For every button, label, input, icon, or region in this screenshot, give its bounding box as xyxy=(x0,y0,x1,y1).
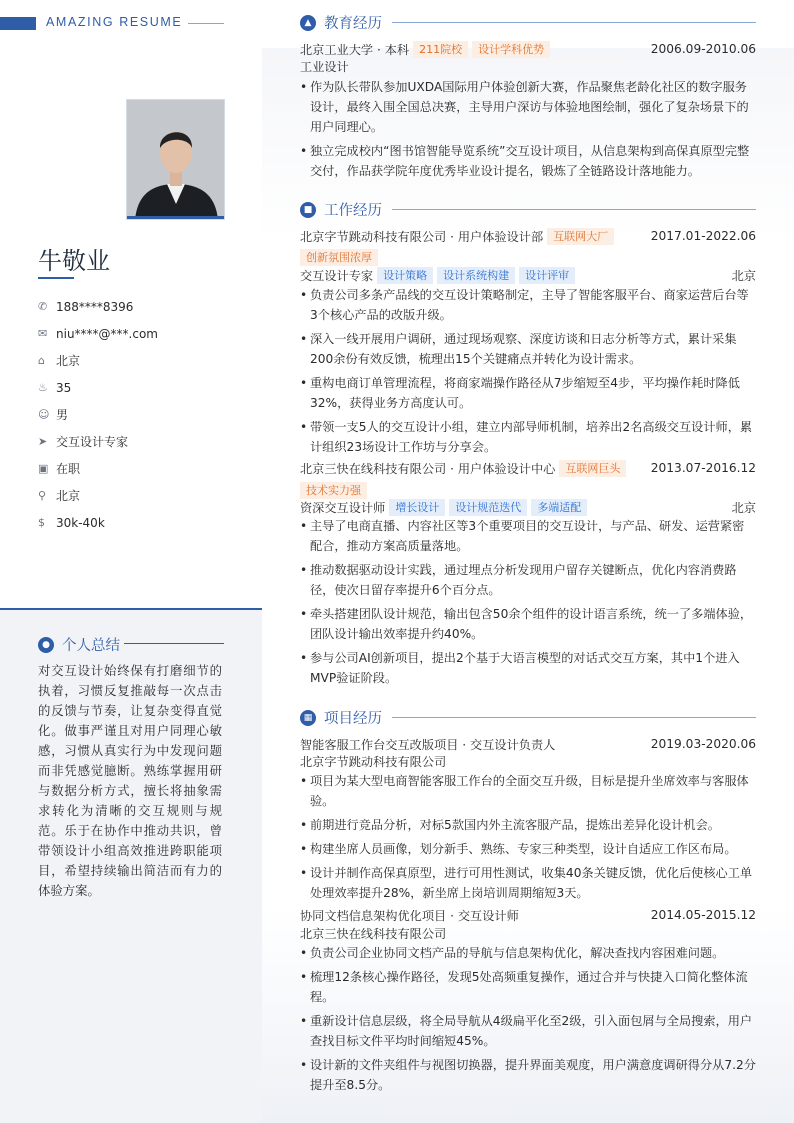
company-name: 北京三快在线科技有限公司 · 用户体验设计中心 xyxy=(300,461,556,476)
role-name: 资深交互设计师 xyxy=(300,500,386,515)
school-tag: 设计学科优势 xyxy=(472,41,550,58)
projects-title: 项目经历 xyxy=(324,711,382,727)
role-row xyxy=(300,498,756,516)
role-row xyxy=(300,266,756,284)
candidate-name: 牛敬业 xyxy=(38,247,110,275)
skill-tag: 多端适配 xyxy=(531,499,587,516)
mail-icon: ✉ xyxy=(38,327,48,340)
list-item: • 设计新的文件夹组件与视图切换器，提升界面美观度，用户满意度调研得分从7.2分提升至8.5分。 xyxy=(300,1055,756,1095)
project-row xyxy=(300,906,756,924)
person-silhouette-icon xyxy=(127,100,225,220)
list-item: • 重新设计信息层级，将全局导航从4级扁平化至2级，引入面包屑与全局搜索，用户查找目标文件平均时间缩短45%。 xyxy=(300,1011,756,1051)
summary-panel xyxy=(0,610,262,1123)
list-item: • 负责公司多条产品线的交互设计策略制定，主导了智能客服平台、商家运营后台等3个核心产品的改版升级。 xyxy=(300,285,756,325)
company-tag: 互联网巨头 xyxy=(559,460,626,477)
job-city: 北京 xyxy=(731,500,756,515)
school-tag: 211院校 xyxy=(413,41,468,58)
project-date: 2019.03-2020.06 xyxy=(650,737,756,751)
salary-icon: $ xyxy=(38,516,45,529)
summary-header xyxy=(38,634,120,655)
list-item: • 构建坐席人员画像，划分新手、熟练、专家三种类型，设计自适应工作区布局。 xyxy=(300,839,756,859)
job-date: 2017.01-2022.06 xyxy=(650,229,756,243)
summary-title-rule xyxy=(124,643,224,644)
home-icon: ⌂ xyxy=(38,354,45,367)
role-name: 交互设计专家 xyxy=(300,268,374,283)
section-rule xyxy=(392,22,756,23)
location-icon: ⚲ xyxy=(38,489,47,502)
brand-bar xyxy=(0,17,36,30)
major: 工业设计 xyxy=(300,60,349,74)
work-header xyxy=(300,199,756,220)
education-title: 教育经历 xyxy=(324,16,382,32)
section-rule xyxy=(392,209,756,210)
contact-text: 35 xyxy=(56,380,72,395)
project-row xyxy=(300,735,756,753)
cake-icon: ♨ xyxy=(38,381,48,394)
name-underline xyxy=(38,277,74,279)
list-item: • 推动数据驱动设计实践，通过埋点分析发现用户留存关键断点，优化内容消费路径，使次日留存率提升6个百分点。 xyxy=(300,560,756,600)
company-tag: 互联网大厂 xyxy=(547,228,614,245)
photo-accent-bar xyxy=(127,216,224,219)
list-item: • 重构电商订单管理流程，将商家端操作路径从7步缩短至4步，平均操作耗时降低32%，获得业务方高度认可。 xyxy=(300,373,756,413)
contact-position xyxy=(38,428,238,455)
contact-phone xyxy=(38,293,238,320)
list-item: • 牵头搭建团队设计规范，输出包含50余个组件的设计语言系统，统一了多端体验，团队设计输出效率提升约40%。 xyxy=(300,604,756,644)
contact-text: 30k-40k xyxy=(56,515,105,530)
user-icon: ● xyxy=(38,637,54,653)
project-bullets xyxy=(300,771,756,907)
job-bullets xyxy=(300,285,756,461)
project-name: 智能客服工作台交互改版项目 · 交互设计负责人 xyxy=(300,737,556,752)
brand-title: AMAZING RESUME xyxy=(46,15,183,29)
send-icon: ➤ xyxy=(38,435,48,448)
company-tag: 技术实力强 xyxy=(300,482,367,499)
list-item: • 前期进行竞品分析，对标5款国内外主流客服产品，提炼出差异化设计机会。 xyxy=(300,815,756,835)
company-tag: 创新氛围浓厚 xyxy=(300,249,378,266)
project-bullets xyxy=(300,943,756,1099)
contact-gender xyxy=(38,401,238,428)
contact-text: 男 xyxy=(56,408,69,422)
list-item: • 作为队长带队参加UXDA国际用户体验创新大赛，作品聚焦老龄化社区的数字服务设计，最终入围全国总决赛，主导用户深访与体验地图绘制，强化了复杂场景下的用户同理心。 xyxy=(300,77,756,137)
education-header xyxy=(300,12,756,33)
contact-text: niu****@***.com xyxy=(56,326,158,341)
contact-list xyxy=(38,293,238,536)
graduation-cap-icon: ▲ xyxy=(300,15,316,31)
job-row xyxy=(300,227,756,245)
project-company: 北京三快在线科技有限公司 xyxy=(300,927,447,941)
brand-line xyxy=(188,23,224,24)
projects-header xyxy=(300,707,756,728)
work-title: 工作经历 xyxy=(324,203,382,219)
contact-salary xyxy=(38,509,238,536)
contact-text: 北京 xyxy=(56,489,81,503)
skill-tag: 设计规范迭代 xyxy=(449,499,527,516)
briefcase-icon: ▣ xyxy=(38,462,49,475)
job-date: 2013.07-2016.12 xyxy=(650,461,756,475)
job-row xyxy=(300,459,756,477)
list-item: • 参与公司AI创新项目，提出2个基于大语言模型的对话式交互方案，其中1个进入MVP验证阶段。 xyxy=(300,648,756,688)
skill-tag: 设计策略 xyxy=(377,267,433,284)
list-item: • 负责公司企业协同文档产品的导航与信息架构优化，解决查找内容困难问题。 xyxy=(300,943,756,963)
education-date: 2006.09-2010.06 xyxy=(650,42,756,56)
contact-location xyxy=(38,482,238,509)
skill-tag: 设计评审 xyxy=(519,267,575,284)
job-city: 北京 xyxy=(731,268,756,283)
contact-email xyxy=(38,320,238,347)
phone-icon: ✆ xyxy=(38,300,48,313)
company-name: 北京字节跳动科技有限公司 · 用户体验设计部 xyxy=(300,229,544,244)
summary-text: 对交互设计始终保有打磨细节的执着，习惯反复推敲每一次点击的反馈与节奏，让复杂变得直觉化。做事严谨且对用户同理心敏感，习惯从真实行为中发现问题而非凭感觉臆断。熟练掌握用研与数据分析方式，擅长将抽象需求转化为清晰的交互规则与规范。乐于在协作中推动共识，曾带领设计小组高效推进跨职能项目，希望持续输出简洁而有力的体验方案。 xyxy=(38,663,222,898)
education-row xyxy=(300,40,756,58)
contact-text: 北京 xyxy=(56,354,81,368)
list-item: • 深入一线开展用户调研，通过现场观察、深度访谈和日志分析等方式，累计采集200余份有效反馈，梳理出15个关键痛点并转化为设计需求。 xyxy=(300,329,756,369)
job-tag-row xyxy=(300,248,756,266)
contact-residence xyxy=(38,347,238,374)
contact-status xyxy=(38,455,238,482)
skill-tag: 设计系统构建 xyxy=(437,267,515,284)
skill-tag: 增长设计 xyxy=(389,499,445,516)
project-date: 2014.05-2015.12 xyxy=(650,908,756,922)
sidebar xyxy=(0,0,262,1123)
job-bullets xyxy=(300,516,756,692)
list-item: • 项目为某大型电商智能客服工作台的全面交互升级，目标是提升坐席效率与客服体验。 xyxy=(300,771,756,811)
summary-title: 个人总结 xyxy=(62,638,120,654)
project-company: 北京字节跳动科技有限公司 xyxy=(300,755,447,769)
profile-photo xyxy=(126,99,225,220)
school-name: 北京工业大学 · 本科 xyxy=(300,42,410,57)
contact-age xyxy=(38,374,238,401)
list-item: • 设计并制作高保真原型，进行可用性测试，收集40条关键反馈，优化后使核心工单处理效率提升28%，新坐席上岗培训周期缩短3天。 xyxy=(300,863,756,903)
section-rule xyxy=(392,717,756,718)
contact-text: 在职 xyxy=(56,462,81,476)
list-item: • 主导了电商直播、内容社区等3个重要项目的交互设计，与产品、研发、运营紧密配合，推动方案高质量落地。 xyxy=(300,516,756,556)
education-bullets xyxy=(300,77,756,185)
list-item: • 带领一支5人的交互设计小组，建立内部导师机制，培养出2名高级交互设计师，累计组织23场设计工作坊与分享会。 xyxy=(300,417,756,457)
project-name: 协同文档信息架构优化项目 · 交互设计师 xyxy=(300,908,519,923)
contact-text: 交互设计专家 xyxy=(56,435,129,449)
list-item: • 梳理12条核心操作路径，发现5处高频重复操作，通过合并与快捷入口简化整体流程。 xyxy=(300,967,756,1007)
briefcase-section-icon: ■ xyxy=(300,202,316,218)
list-item: • 独立完成校内“图书馆智能导览系统”交互设计项目，从信息架构到高保真原型完整交付，作品获学院年度优秀毕业设计提名，锻炼了全链路设计落地能力。 xyxy=(300,141,756,181)
gender-icon: ☺ xyxy=(38,408,50,421)
grid-icon: ▦ xyxy=(300,710,316,726)
job-tag-row xyxy=(300,481,756,499)
contact-text: 188****8396 xyxy=(56,299,134,314)
